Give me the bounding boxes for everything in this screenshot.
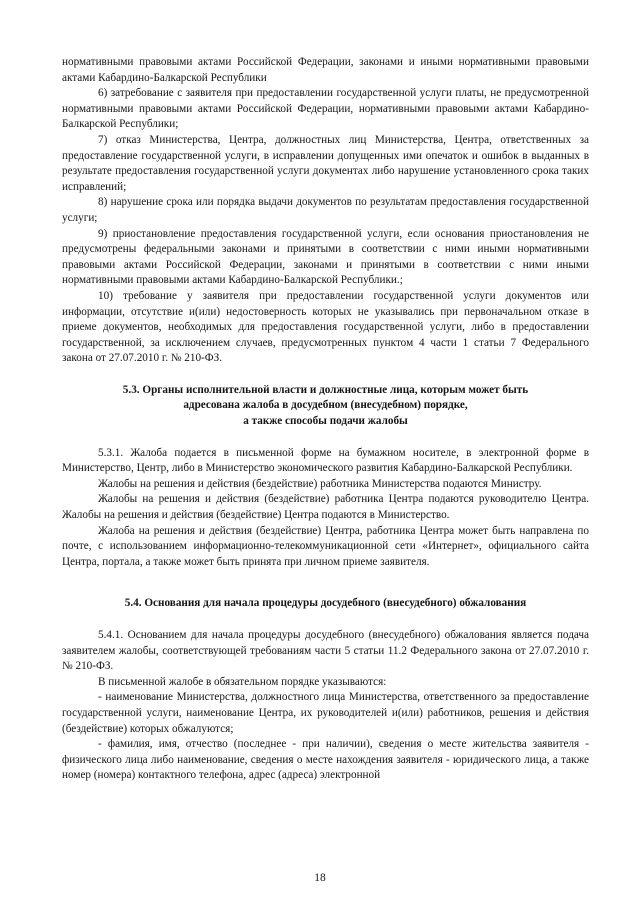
paragraph-5-3-1: 5.3.1. Жалоба подается в письменной форме на бумажном носителе, в электронной форме в Министерство, Центр, либо в Министерство экономического развития Кабардино-Балкарской Республики. — [62, 446, 589, 475]
list-item-8: 8) нарушение срока или порядка выдачи документов по результатам предоставления государственной услуги; — [62, 196, 589, 224]
paragraph: Жалобы на решения и действия (бездействие) работника Министерства подаются Министру. — [98, 477, 542, 490]
paragraph-5-4-1: 5.4.1. Основанием для начала процедуры досудебного (внесудебного) обжалования является подача заявителем жалобы, соответствующей требованиям части 5 статьи 11.2 Федерального закона от 27.07.2010 г. № 210-ФЗ. — [62, 629, 589, 673]
section-5-3-heading — [62, 383, 589, 430]
document-page — [62, 55, 589, 784]
section-heading-line: 5.3. Органы исполнительной власти и должностные лица, которым может быть — [122, 383, 529, 396]
list-item-9: 9) приостановление предоставления государственной услуги, если основания приостановления не предусмотрены федеральными законами и принятыми в соответствии с ними иными нормативными правовыми актами Российской Федерации, законами и принятыми в соответствии с ними иными нормативными правовыми актами Кабардино-Балкарской Республики.; — [62, 227, 589, 287]
list-item-10: 10) требование у заявителя при предоставлении государственной услуги документов или информации, отсутствие и(или) недостоверность которых не указывались при первоначальном отказе в приеме документов, необходимых для предоставления государственной услуги, либо в предоставлении государственной, за исключением случаев, предусмотренных пунктом 4 части 1 статьи 7 Федерального закона от 27.07.2010 г. № 210-ФЗ. — [62, 289, 589, 365]
paragraph: Жалобы на решения и действия (бездействие) работника Центра подаются руководителю Центра. Жалобы на решения и действия (бездействие) Центра подаются в Министерство. — [62, 493, 589, 522]
section-heading-line: а также способы подачи жалобы — [243, 415, 408, 428]
list-item-6: 6) затребование с заявителя при предоставлении государственной услуги платы, не предусмотренной нормативными правовыми актами Российской Федерации, нормативными правовыми актами Кабардино-Балкарской Республики; — [62, 87, 589, 131]
list-item-7: 7) отказ Министерства, Центра, должностных лиц Министерства, Центра, ответственных за предоставление государственной услуги, в исправлении допущенных ими опечаток и ошибок в выданных в результате предоставления государственной услуги документах либо нарушение установленного срока таких исправлений; — [62, 133, 589, 193]
section-5-4-heading: 5.4. Основания для начала процедуры досудебного (внесудебного) обжалования — [124, 597, 527, 610]
paragraph-continuation: нормативными правовыми актами Российской Федерации, законами и иными нормативными правовыми актами Кабардино-Балкарской Республики — [62, 56, 589, 84]
list-item-dash: - наименование Министерства, должностного лица Министерства, ответственного за предоставление государственной услуги, наименование Центра, их руководителей и(или) работников, решения и действия (бездействие) которых обжалуются; — [62, 691, 589, 735]
list-item-dash: - фамилия, имя, отчество (последнее - при наличии), сведения о месте жительства заявителя - физического лица либо наименование, сведения о месте нахождения заявителя - юридического лица, а также номер (номера) контактного телефона, адрес (адреса) электронной — [62, 738, 589, 782]
paragraph: Жалоба на решения и действия (бездействие) Центра, работника Центра может быть направлена по почте, с использованием информационно-телекоммуникационной сети «Интернет», официального сайта Центра, портала, а также может быть принята при личном приеме заявителя. — [62, 524, 589, 568]
paragraph: В письменной жалобе в обязательном порядке указываются: — [98, 675, 387, 688]
page-number: 18 — [314, 872, 326, 884]
section-heading-line: адресована жалоба в досудебном (внесудебном) порядке, — [183, 399, 468, 412]
